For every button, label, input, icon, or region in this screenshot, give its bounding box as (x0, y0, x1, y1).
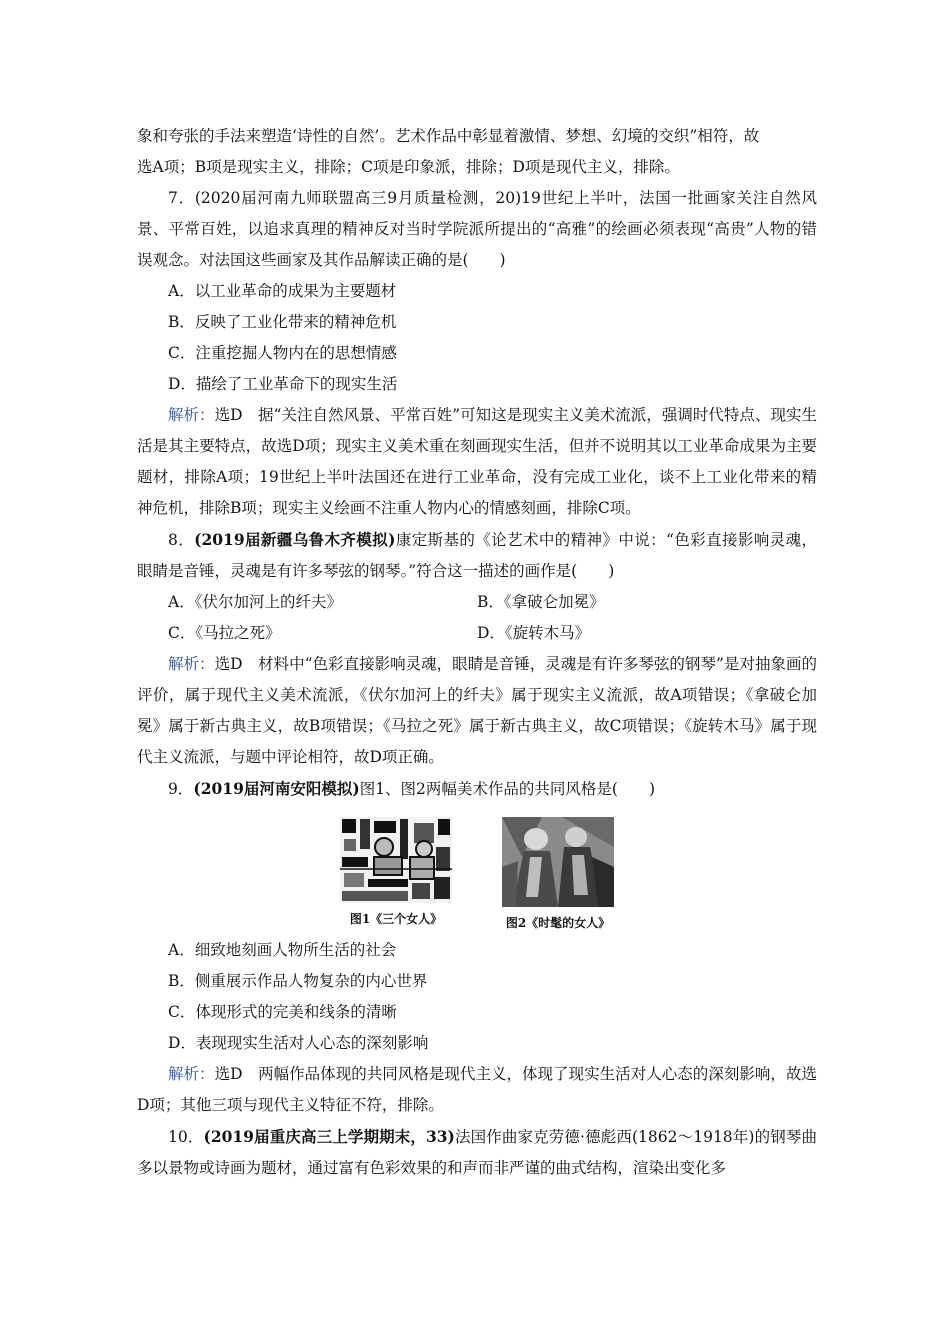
intro-line-2: 选A项；B项是现实主义，排除；C项是印象派，排除；D项是现代主义，排除。 (137, 158, 680, 176)
intro-line-1: 象和夸张的手法来塑造‘诗性的自然’。艺术作品中彰显着激情、梦想、幻境的交织”相符，故 (137, 127, 760, 145)
question-number: 9． (168, 780, 194, 798)
figure-1 (340, 817, 452, 931)
question-8-options-row-2 (137, 618, 817, 649)
question-8-analysis-text: 选D 材料中“色彩直接影响灵魂，眼睛是音锤，灵魂是有许多琴弦的钢琴”是对抽象画的评价，属于现代主义美术流派，《伏尔加河上的纤夫》属于现实主义流派，故A项错误；《拿破仑加冕》属于新古典主义，故B项错误；《马拉之死》属于新古典主义，故C项错误；《旋转木马》属于现代主义流派，与题中评论相符，故D项正确。 (137, 655, 817, 766)
question-8-analysis (137, 649, 817, 773)
question-9-stem (137, 773, 817, 805)
figure-2-caption: 图2《时髦的女人》 (505, 916, 611, 930)
question-8-option-b: B．《拿破仑加冕》 (477, 593, 605, 611)
question-8-option-c: C．《马拉之死》 (168, 624, 281, 642)
question-number: 10． (168, 1128, 204, 1146)
question-9-analysis-text: 选D 两幅作品体现的共同风格是现代主义，体现了现实生活对人心态的深刻影响，故选D项；其他三项与现代主义特征不符，排除。 (137, 1065, 817, 1114)
figure-1-caption: 图1《三个女人》 (349, 912, 443, 926)
question-8-stem (137, 524, 817, 587)
question-8-option-d: D．《旋转木马》 (477, 624, 591, 642)
question-9-option-c: C．体现形式的完美和线条的清晰 (168, 1003, 397, 1021)
analysis-label: 解析： (168, 406, 215, 424)
question-7-option-b: B．反映了工业化带来的精神危机 (168, 313, 397, 331)
question-7-option-c: C．注重挖掘人物内在的思想情感 (168, 344, 397, 362)
question-9-option-b: B．侧重展示作品人物复杂的内心世界 (168, 972, 428, 990)
question-text: 康定斯基的《论艺术中的精神》中说：“色彩直接影响灵魂，眼睛是音锤，灵魂是有许多琴弦的钢琴。”符合这一描述的画作是( ) (137, 531, 817, 580)
analysis-label: 解析： (168, 1065, 215, 1083)
question-9-analysis (137, 1059, 817, 1121)
analysis-label: 解析： (168, 655, 215, 673)
question-9-option-a: A．细致地刻画人物所生活的社会 (168, 941, 397, 959)
question-source: (2019届新疆乌鲁木齐模拟) (194, 530, 396, 549)
question-7-option-d: D．描绘了工业革命下的现实生活 (168, 375, 398, 393)
question-7-analysis-text: 选D 据“关注自然风景、平常百姓”可知这是现实主义美术流派，强调时代特点、现实生活是其主要特点，故选D项；现实主义美术重在刻画现实生活，但并不说明其以工业革命成果为主要题材，排除A项；19世纪上半叶法国还在进行工业革命，没有完成工业化，谈不上工业化带来的精神危机，排除B项；现实主义绘画不注重人物内心的情感刻画，排除C项。 (137, 406, 817, 517)
question-10-stem (137, 1121, 817, 1184)
question-8-option-a: A．《伏尔加河上的纤夫》 (168, 593, 342, 611)
question-source: (2019届重庆高三上学期期末，33) (203, 1127, 455, 1146)
question-source: (2019届河南安阳模拟) (193, 779, 360, 798)
document-body (137, 121, 817, 1184)
figure-2 (502, 817, 614, 931)
question-9-option-d: D．表现现实生活对人心态的深刻影响 (168, 1034, 429, 1052)
question-7-stem: 7．(2020届河南九师联盟高三9月质量检测，20)19世纪上半叶，法国一批画家关注自然风景、平常百姓，以追求真理的精神反对当时学院派所提出的“高雅”的绘画必须表现“高贵”人物的错误观念。对法国这些画家及其作品解读正确的是( ) (137, 189, 817, 269)
question-7-analysis (137, 400, 817, 524)
question-9-figures (137, 817, 817, 931)
question-text: 图1、图2两幅美术作品的共同风格是( ) (359, 780, 656, 798)
question-7-option-a: A．以工业革命的成果为主要题材 (168, 282, 397, 300)
question-number: 8． (168, 531, 195, 549)
fashionable-women-painting-image (502, 817, 614, 907)
question-text: 法国作曲家克劳德·德彪西(1862～1918年)的钢琴曲多以景物或诗画为题材，通过富有色彩效果的和声而非严谨的曲式结构，渲染出变化多 (137, 1128, 817, 1177)
three-women-painting-image (340, 817, 452, 903)
question-8-options-row-1 (137, 587, 817, 618)
